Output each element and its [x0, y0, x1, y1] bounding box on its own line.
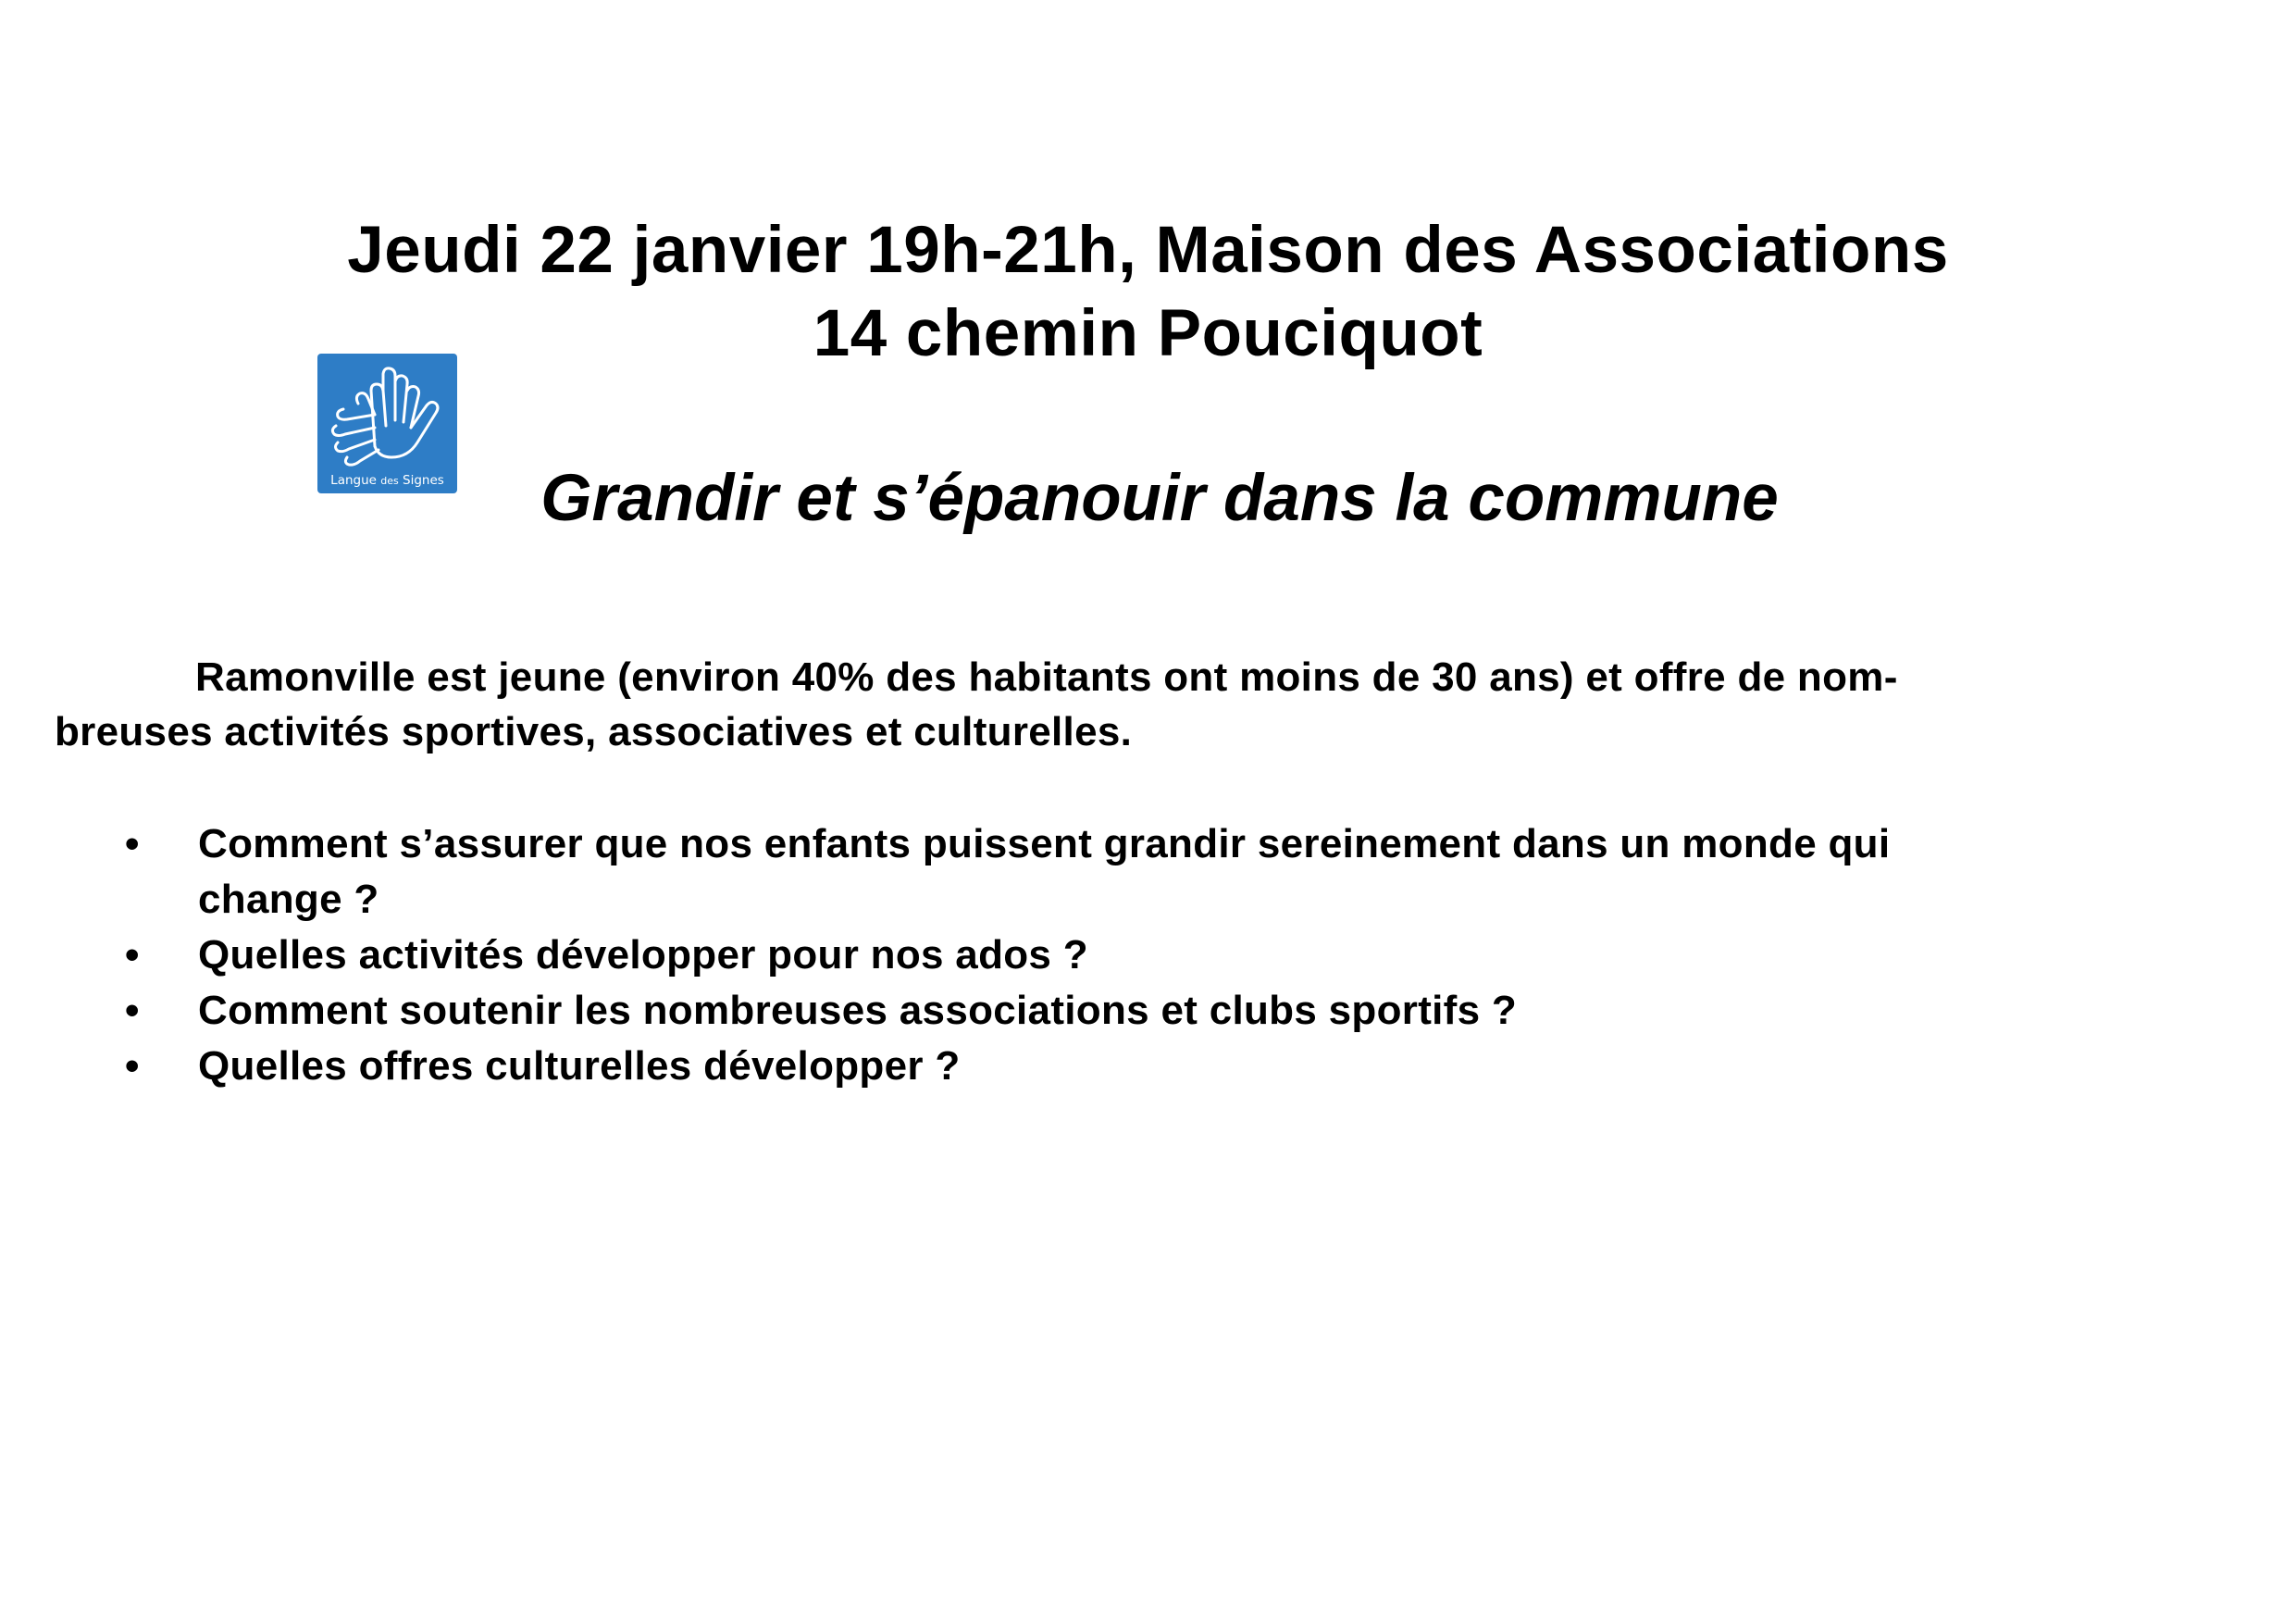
- question-text: change ?: [198, 877, 379, 922]
- theme-title: Grandir et s’épanouir dans la commune: [540, 462, 1779, 535]
- question-text: Quelles activités développer pour nos ados ?: [198, 932, 1088, 978]
- bullet: •: [125, 821, 140, 866]
- list-item: [0, 1039, 2221, 1094]
- question-text: Comment s’assurer que nos enfants puissent grandir sereinement dans un monde qui: [198, 821, 1891, 866]
- intro-line: Ramonville est jeune (environ 40% des habitants ont moins de 30 ans) et offre de nom-: [195, 654, 1898, 700]
- list-item: [0, 816, 2221, 928]
- question-text: Comment soutenir les nombreuses associations et clubs sportifs ?: [198, 988, 1518, 1033]
- list-item: [0, 928, 2221, 983]
- bullet: •: [125, 932, 140, 978]
- question-text: Quelles offres culturelles développer ?: [198, 1043, 961, 1089]
- logo-caption: Langue des Signes: [330, 473, 444, 488]
- question-list: [0, 816, 2221, 1094]
- event-address: 14 chemin Pouciquot: [813, 297, 1483, 370]
- bullet: •: [125, 988, 140, 1033]
- list-item: [0, 983, 2221, 1039]
- intro-line: breuses activités sportives, associatives et culturelles.: [55, 709, 1133, 754]
- bullet: •: [125, 1043, 140, 1089]
- intro-paragraph: [55, 650, 2128, 759]
- event-header: [0, 209, 2296, 376]
- event-date-location: Jeudi 22 janvier 19h-21h, Maison des Associations: [347, 214, 1949, 287]
